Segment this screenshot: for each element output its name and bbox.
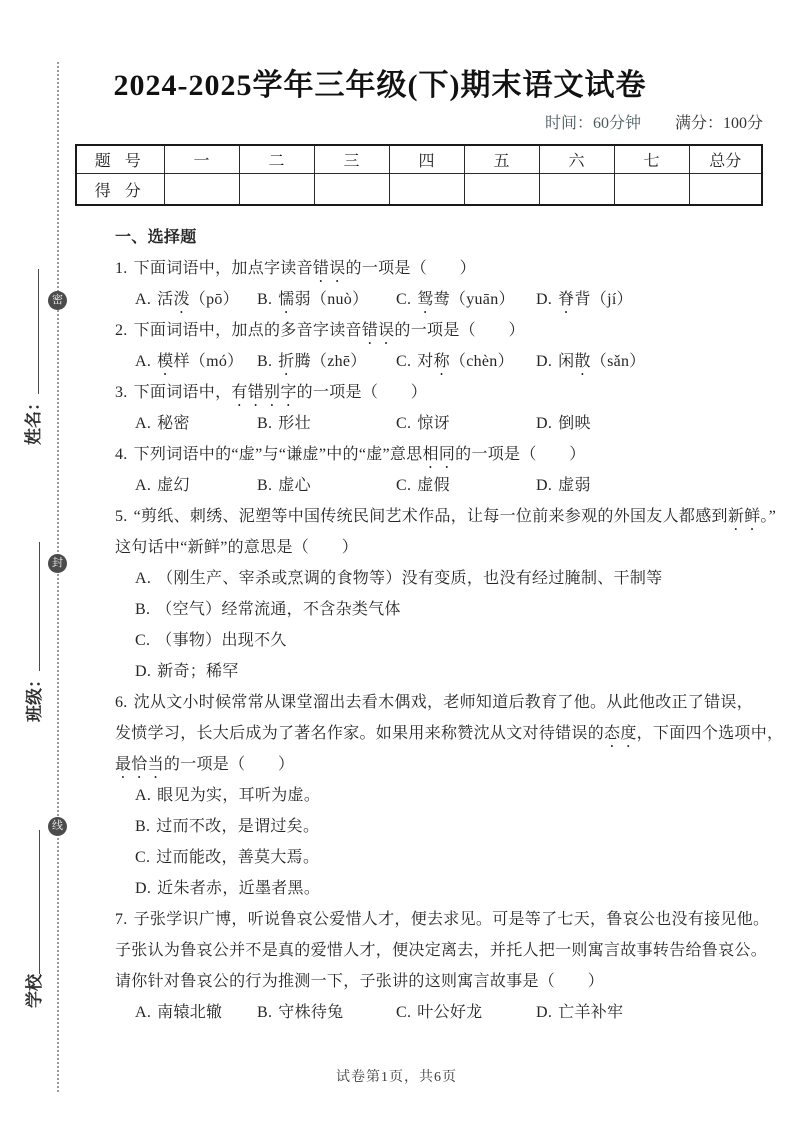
score-cell: [314, 174, 389, 206]
emphasized-text: 最恰当: [115, 756, 164, 773]
option-label: D.: [135, 663, 152, 680]
class-field-label: 班级：: [25, 671, 44, 722]
option-label: C.: [396, 291, 412, 308]
emphasized-text: 模: [157, 353, 174, 370]
option: [135, 594, 765, 625]
question-number: 7.: [115, 911, 128, 928]
option-label: B.: [257, 1004, 273, 1021]
text-segment: 过而不改，是谓过矣。: [156, 818, 320, 835]
option-label: C.: [135, 849, 151, 866]
seal-char-mi: 密: [48, 291, 67, 310]
emphasized-text: 称: [433, 353, 450, 370]
name-blank-line: [38, 269, 39, 394]
text-segment: 下面词语中，加点字读音: [133, 260, 313, 277]
option: [135, 563, 765, 594]
option: [135, 842, 765, 873]
text-segment: 活: [157, 291, 174, 308]
text-segment: 虚假: [417, 477, 450, 494]
option-label: A.: [135, 787, 152, 804]
question-3: [115, 377, 765, 439]
emphasized-text: 态度: [604, 725, 637, 742]
option-label: A.: [135, 570, 152, 587]
question-2: [115, 315, 765, 377]
page-footer: 试卷第1页，共6页: [336, 1070, 457, 1085]
option-label: C.: [135, 632, 151, 649]
option: [257, 346, 396, 377]
text-segment: 的一项是（ ）: [455, 446, 586, 463]
school-field-label: 学校: [25, 974, 44, 1008]
option: [396, 346, 536, 377]
option: [396, 997, 536, 1028]
question-5: [115, 501, 777, 687]
text-segment: 子张学识广博，听说鲁哀公爱惜人才，便去求见。可是等了七天，鲁哀公也没有接见他。: [133, 911, 770, 928]
score-row: [76, 174, 762, 206]
time-limit: 时间：60分钟: [544, 115, 641, 132]
text-segment: 请你针对鲁哀公的行为推测一下，子张讲的这则寓言故事是（ ）: [115, 973, 605, 990]
text-segment: 的一项是（ ）: [296, 384, 428, 401]
col-header-3: 三: [314, 145, 389, 174]
option: [135, 346, 257, 377]
question-number: 5.: [115, 508, 128, 525]
text-segment: 的一项是（ ）: [394, 322, 525, 339]
score-cell: [164, 174, 239, 206]
option: [135, 780, 765, 811]
col-header-6: 六: [539, 145, 614, 174]
emphasized-text: 懦: [278, 291, 295, 308]
text-segment: 惊讶: [417, 415, 450, 432]
col-header-4: 四: [389, 145, 464, 174]
question-stem-line: [115, 904, 770, 935]
text-segment: 南辕北辙: [157, 1004, 223, 1021]
option-label: B.: [135, 818, 151, 835]
score-cell: [689, 174, 762, 206]
full-score: 满分：100分: [674, 115, 763, 132]
score-cell: [239, 174, 314, 206]
text-segment: “剪纸、刺绣、泥塑等中国传统民间艺术作品，让每一位前来参观的外国友人都感到: [133, 508, 728, 525]
col-header-2: 二: [239, 145, 314, 174]
question-4: [115, 439, 765, 501]
name-field: [18, 269, 44, 445]
question-number-label: 题 号: [76, 145, 164, 174]
question-stem-line: [115, 966, 765, 997]
option-label: B.: [257, 353, 273, 370]
question-stem-line: [115, 253, 765, 284]
question-number: 6.: [115, 694, 128, 711]
option: [135, 997, 257, 1028]
question-number: 4.: [115, 446, 128, 463]
text-segment: 沈从文小时候常常从课堂溜出去看木偶戏，老师知道后教育了他。从此他改正了错误，: [133, 694, 754, 711]
score-table-header-row: [76, 145, 762, 174]
text-segment: 秘密: [157, 415, 190, 432]
text-segment: 对: [417, 353, 434, 370]
text-segment: 倒映: [558, 415, 591, 432]
options-row: [135, 408, 765, 439]
text-segment: 下列词语中的“虚”与“谦虚”中的“虚”意思: [133, 446, 423, 463]
text-segment: 亡羊补牢: [558, 1004, 624, 1021]
score-row-label: 得 分: [76, 174, 164, 206]
option-label: A.: [135, 1004, 152, 1021]
option: [536, 470, 765, 501]
option: [135, 470, 257, 501]
option: [135, 408, 257, 439]
options-row: [135, 346, 765, 377]
text-segment: 近朱者赤，近墨者黑。: [157, 880, 321, 897]
text-segment: （pō）: [189, 291, 239, 308]
col-header-7: 七: [614, 145, 689, 174]
text-segment: 新奇；稀罕: [157, 663, 239, 680]
text-segment: 。”: [760, 508, 777, 525]
text-segment: 鸯（yuān）: [433, 291, 515, 308]
text-segment: 这句话中“新鲜”的意思是（ ）: [115, 539, 359, 556]
text-segment: 样（mó）: [173, 353, 244, 370]
option-label: A.: [135, 415, 152, 432]
option-label: D.: [536, 1004, 553, 1021]
score-cell: [614, 174, 689, 206]
emphasized-text: 散: [574, 353, 591, 370]
score-cell: [464, 174, 539, 206]
school-field: [19, 830, 45, 1008]
text-segment: 下面词语中，加点的多音字读音: [133, 322, 362, 339]
class-field: [19, 542, 45, 722]
option-label: D.: [536, 415, 553, 432]
options-row: [135, 284, 765, 315]
option: [396, 284, 536, 315]
option: [135, 625, 765, 656]
emphasized-text: 有错别字: [231, 384, 297, 401]
text-segment: （刚生产、宰杀或烹调的食物等）没有变质，也没有经过腌制、干制等: [157, 570, 663, 587]
col-header-5: 五: [464, 145, 539, 174]
option-label: D.: [536, 291, 553, 308]
name-field-label: 姓名：: [24, 394, 43, 445]
emphasized-text: 错误: [312, 260, 346, 277]
question-number: 2.: [115, 322, 128, 339]
exam-meta: [545, 110, 763, 133]
option: [135, 284, 257, 315]
question-stem-line: [115, 377, 765, 408]
option: [536, 997, 765, 1028]
option-label: A.: [135, 477, 152, 494]
emphasized-text: 相同: [422, 446, 456, 463]
text-segment: 的一项是（ ）: [163, 756, 295, 773]
question-stem-line: [115, 439, 765, 470]
question-6: [115, 687, 784, 904]
questions: [115, 253, 784, 1028]
text-segment: （事物）出现不久: [156, 632, 287, 649]
option: [135, 811, 765, 842]
option-label: D.: [536, 353, 553, 370]
class-blank-line: [39, 542, 40, 671]
option: [536, 284, 765, 315]
text-segment: 守株待兔: [278, 1004, 344, 1021]
text-segment: 虚幻: [157, 477, 190, 494]
option-label: B.: [257, 415, 273, 432]
col-header-total: 总分: [689, 145, 762, 174]
option: [396, 408, 536, 439]
question-stem-line: [115, 749, 765, 780]
option-label: B.: [257, 477, 273, 494]
question-stem-line: [115, 532, 765, 563]
score-table: [75, 144, 763, 206]
option: [257, 408, 396, 439]
question-number: 1.: [115, 260, 128, 277]
exam-title: 2024-2025学年三年级(下)期末语文试卷: [113, 69, 647, 102]
option: [135, 656, 765, 687]
option-label: A.: [135, 291, 152, 308]
section-heading: 一、选择题: [115, 229, 197, 246]
options-row: [135, 470, 765, 501]
option-label: B.: [257, 291, 273, 308]
text-segment: 虚心: [278, 477, 311, 494]
text-segment: 闲: [558, 353, 575, 370]
seal-char-feng: 封: [48, 554, 67, 573]
text-segment: （空气）经常流通，不含杂类气体: [156, 601, 401, 618]
emphasized-text: 新鲜: [727, 508, 761, 525]
text-segment: ，下面四个选项中，: [636, 725, 784, 742]
question-stem-line: [115, 687, 765, 718]
text-segment: 叶公好龙: [417, 1004, 483, 1021]
emphasized-text: 折: [278, 353, 295, 370]
question-stem-line: [115, 718, 784, 749]
text-segment: 下面词语中，: [133, 384, 232, 401]
question-1: [115, 253, 765, 315]
text-segment: （sǎn）: [590, 353, 646, 370]
seal-char-xian: 线: [48, 817, 67, 836]
options-row: [135, 997, 765, 1028]
text-segment: 虚弱: [558, 477, 591, 494]
text-segment: 弱（nuò）: [294, 291, 369, 308]
school-blank-line: [39, 830, 40, 974]
exam-body: [115, 222, 784, 1028]
emphasized-text: 脊: [558, 291, 575, 308]
option: [257, 997, 396, 1028]
text-segment: 形壮: [278, 415, 311, 432]
option: [135, 873, 765, 904]
question-7: [115, 904, 770, 1028]
emphasized-text: 鸳: [417, 291, 434, 308]
text-segment: 的一项是（ ）: [345, 260, 476, 277]
score-cell: [539, 174, 614, 206]
option-label: D.: [536, 477, 553, 494]
seal-fold-line: [57, 62, 59, 1092]
option: [536, 346, 765, 377]
question-stem-line: [115, 501, 777, 532]
option: [536, 408, 765, 439]
option-label: C.: [396, 353, 412, 370]
option-label: C.: [396, 477, 412, 494]
question-number: 3.: [115, 384, 128, 401]
option: [396, 470, 536, 501]
option-label: B.: [135, 601, 151, 618]
option-label: A.: [135, 353, 152, 370]
option-label: C.: [396, 1004, 412, 1021]
question-stem-line: [115, 935, 768, 966]
text-segment: 背（jí）: [574, 291, 633, 308]
score-cell: [389, 174, 464, 206]
question-stem-line: [115, 315, 765, 346]
emphasized-text: 泼: [173, 291, 190, 308]
emphasized-text: 错误: [361, 322, 395, 339]
text-segment: （chèn）: [449, 353, 514, 370]
text-segment: 发愤学习，长大后成为了著名作家。如果用来称赞沈从文对待错误的: [115, 725, 605, 742]
text-segment: 眼见为实，耳听为虚。: [157, 787, 321, 804]
option: [257, 470, 396, 501]
col-header-1: 一: [164, 145, 239, 174]
text-segment: 腾（zhē）: [294, 353, 367, 370]
option-label: C.: [396, 415, 412, 432]
option-label: D.: [135, 880, 152, 897]
text-segment: 过而能改，善莫大焉。: [156, 849, 320, 866]
text-segment: 子张认为鲁哀公并不是真的爱惜人才，便决定离去，并托人把一则寓言故事转告给鲁哀公。: [115, 942, 768, 959]
option: [257, 284, 396, 315]
